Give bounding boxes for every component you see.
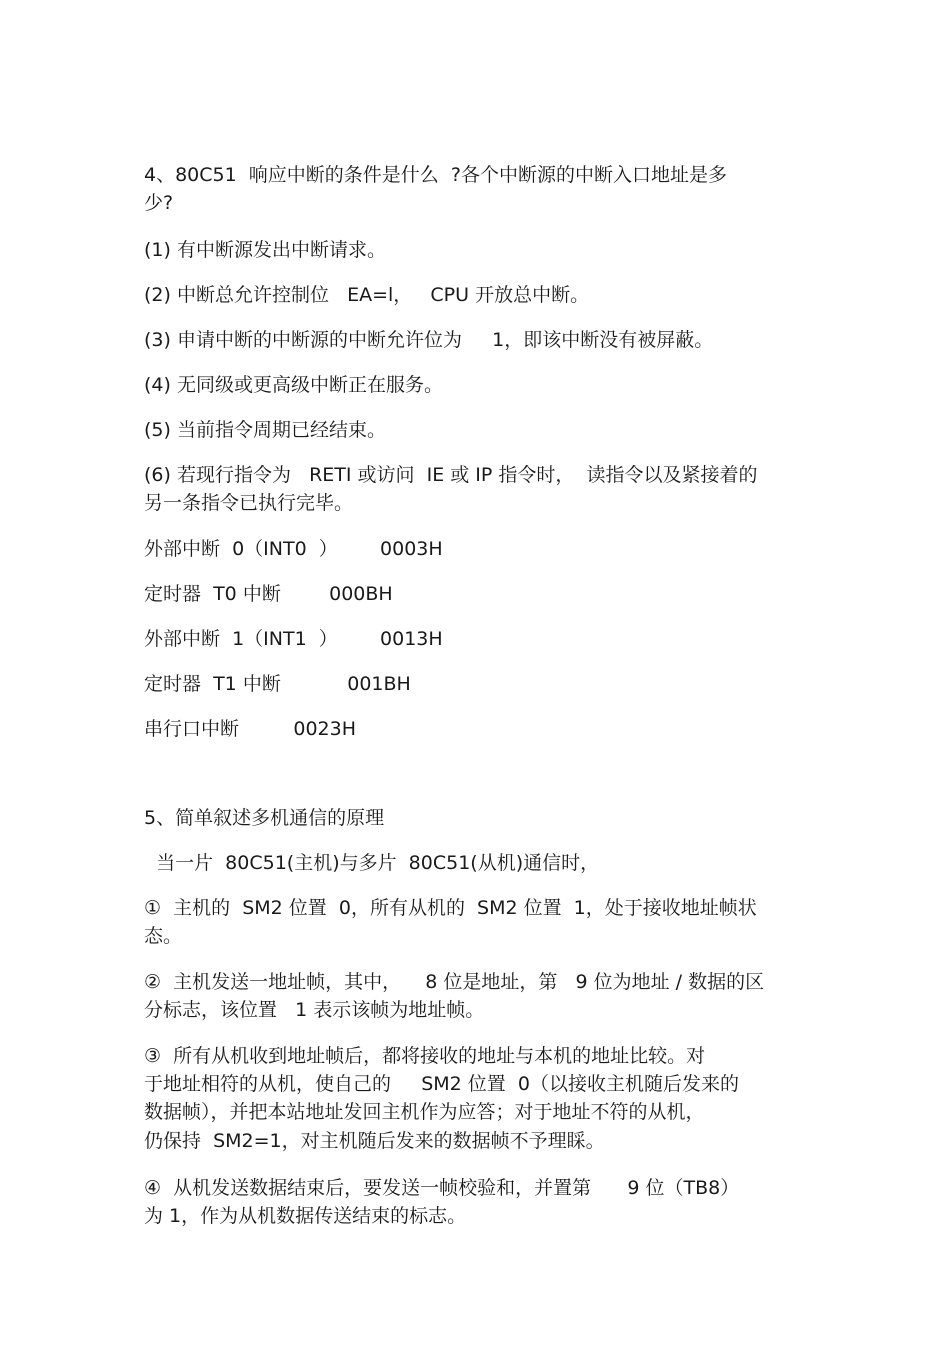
step-3-line1: ③ 所有从机收到地址帧后，都将接收的地址与本机的地址比较。对: [144, 1045, 706, 1067]
vector-int0: 外部中断 0（INT0 ） 0003H: [144, 538, 443, 560]
condition-4: (4) 无同级或更高级中断正在服务。: [144, 374, 443, 396]
condition-3: (3) 申请中断的中断源的中断允许位为 1，即该中断没有被屏蔽。: [144, 329, 714, 351]
step-2-line2: 分标志，该位置 1 表示该帧为地址帧。: [144, 999, 485, 1021]
step-3-line4: 仍保持 SM2=1，对主机随后发来的数据帧不予理睬。: [144, 1130, 605, 1152]
condition-2: (2) 中断总允许控制位 EA=l， CPU 开放总中断。: [144, 284, 590, 306]
vector-t0: 定时器 T0 中断 000BH: [144, 583, 393, 605]
q5-intro: 当一片 80C51(主机)与多片 80C51(从机)通信时，: [144, 852, 600, 874]
step-2-line1: ② 主机发送一地址帧，其中， 8 位是地址，第 9 位为地址 / 数据的区: [144, 971, 765, 993]
step-4-line2: 为 1，作为从机数据传送结束的标志。: [144, 1205, 467, 1227]
q5-title: 5、简单叙述多机通信的原理: [144, 807, 385, 829]
vector-t1: 定时器 T1 中断 001BH: [144, 673, 411, 695]
step-1-line2: 态。: [144, 925, 183, 947]
step-3-line2: 于地址相符的从机，使自己的 SM2 位置 0（以接收主机随后发来的: [144, 1073, 739, 1095]
condition-6-line2: 另一条指令已执行完毕。: [144, 492, 354, 514]
step-4-line1: ④ 从机发送数据结束后，要发送一帧校验和，并置第 9 位（TB8）: [144, 1177, 740, 1199]
condition-1: (1) 有中断源发出中断请求。: [144, 239, 386, 261]
q4-title-line1: 4、80C51 响应中断的条件是什么 ?各个中断源的中断入口地址是多: [144, 164, 727, 186]
step-3-line3: 数据帧），并把本站地址发回主机作为应答；对于地址不符的从机，: [144, 1101, 705, 1123]
vector-serial: 串行口中断 0023H: [144, 718, 356, 740]
condition-5: (5) 当前指令周期已经结束。: [144, 419, 386, 441]
q4-title-line2: 少?: [144, 192, 174, 214]
condition-6-line1: (6) 若现行指令为 RETI 或访问 IE 或 IP 指令时， 读指令以及紧接着的: [144, 464, 758, 486]
vector-int1: 外部中断 1（INT1 ） 0013H: [144, 628, 443, 650]
step-1-line1: ① 主机的 SM2 位置 0，所有从机的 SM2 位置 1，处于接收地址帧状: [144, 897, 757, 919]
